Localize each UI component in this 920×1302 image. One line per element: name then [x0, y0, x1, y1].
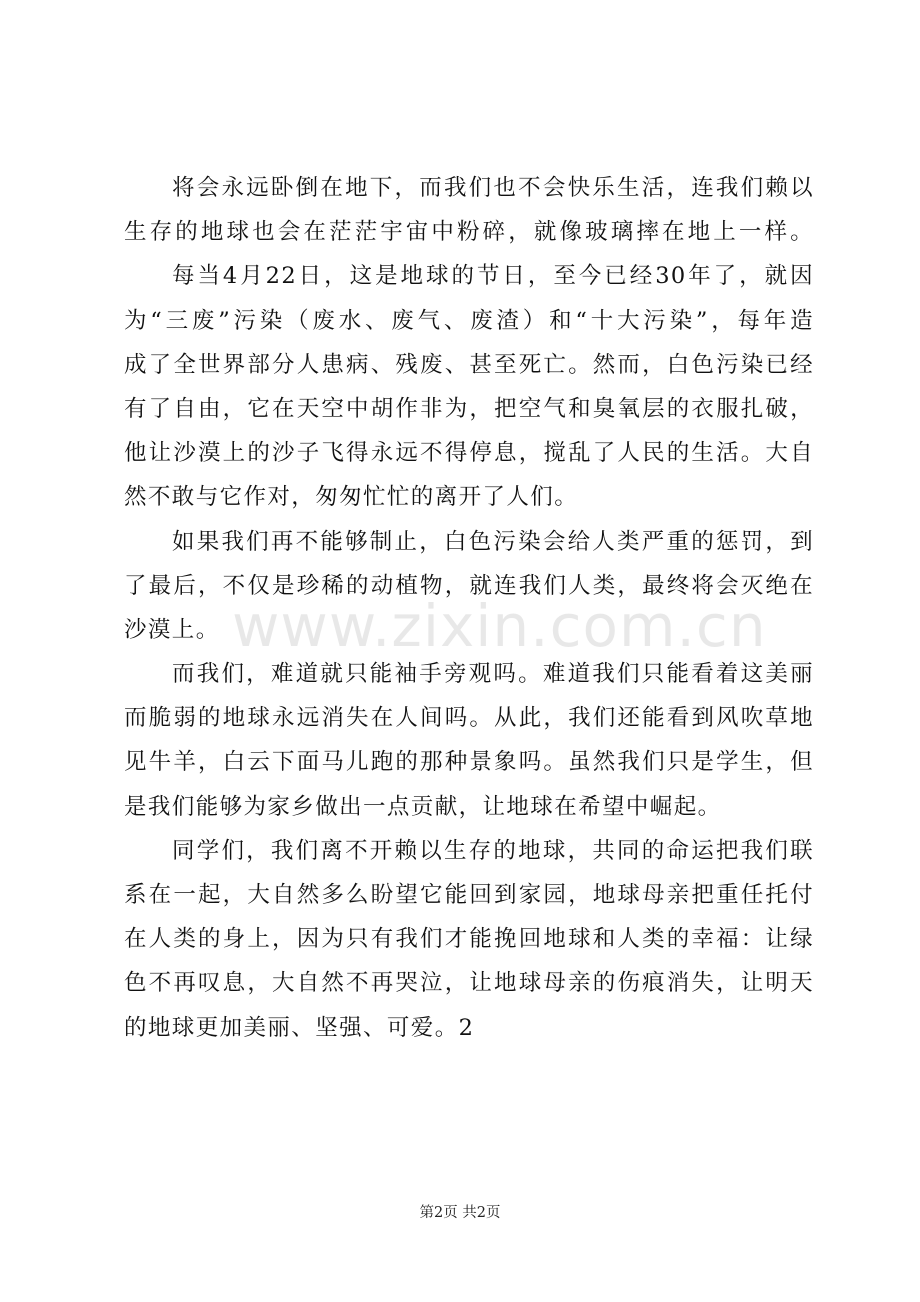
page-footer: 第2页 共2页: [419, 1205, 501, 1221]
text-line: 然不敢与它作对，匆匆忙忙的离开了人们。: [124, 484, 579, 511]
text-line: 同学们，我们离不开赖以生存的地球，共同的命运把我们联: [172, 837, 814, 864]
text-line: 每当4月22日，这是地球的节日，至今已经30年了，就因: [172, 263, 814, 290]
text-line: 了最后，不仅是珍稀的动植物，就连我们人类，最终将会灭绝在: [124, 572, 814, 599]
text-line: 是我们能够为家乡做出一点贡献，让地球在希望中崛起。: [124, 793, 722, 820]
text-line: 生存的地球也会在茫茫宇宙中粉碎，就像玻璃摔在地上一样。: [124, 219, 814, 246]
watermark: www.zixin.com.cn: [232, 592, 767, 660]
paragraph-1: [124, 166, 814, 254]
paragraph-2: [124, 254, 814, 519]
text-line: 而我们，难道就只能袖手旁观吗。难道我们只能看着这美丽: [172, 661, 814, 688]
text-line: 有了自由，它在天空中胡作非为，把空气和臭氧层的衣服扎破，: [124, 395, 814, 422]
text-line: 将会永远卧倒在地下，而我们也不会快乐生活，连我们赖以: [172, 175, 814, 201]
text-line: 成了全世界部分人患病、残废、甚至死亡。然而，白色污染已经: [124, 351, 814, 378]
text-line: 而脆弱的地球永远消失在人间吗。从此，我们还能看到风吹草地: [124, 705, 814, 732]
paragraph-3: [124, 520, 814, 653]
text-line: 的地球更加美丽、坚强、可爱。2: [124, 1014, 475, 1041]
text-line: 他让沙漠上的沙子飞得永远不得停息，搅乱了人民的生活。大自: [124, 440, 814, 467]
text-line: 色不再叹息，大自然不再哭泣，让地球母亲的伤痕消失，让明天: [124, 970, 814, 997]
text-line: 沙漠上。: [124, 616, 220, 643]
text-line: 在人类的身上，因为只有我们才能挽回地球和人类的幸福：让绿: [124, 926, 814, 953]
text-line: 为“三废”污染（废水、废气、废渣）和“十大污染”，每年造: [124, 307, 814, 334]
paragraph-5: [124, 829, 814, 1050]
paragraph-4: [124, 652, 814, 829]
text-line: 见牛羊，白云下面马儿跑的那种景象吗。虽然我们只是学生，但: [124, 749, 814, 776]
text-line: 系在一起，大自然多么盼望它能回到家园，地球母亲把重任托付: [124, 882, 814, 908]
document-body: [124, 166, 814, 1050]
text-line: 如果我们再不能够制止，白色污染会给人类严重的惩罚，到: [172, 528, 814, 555]
